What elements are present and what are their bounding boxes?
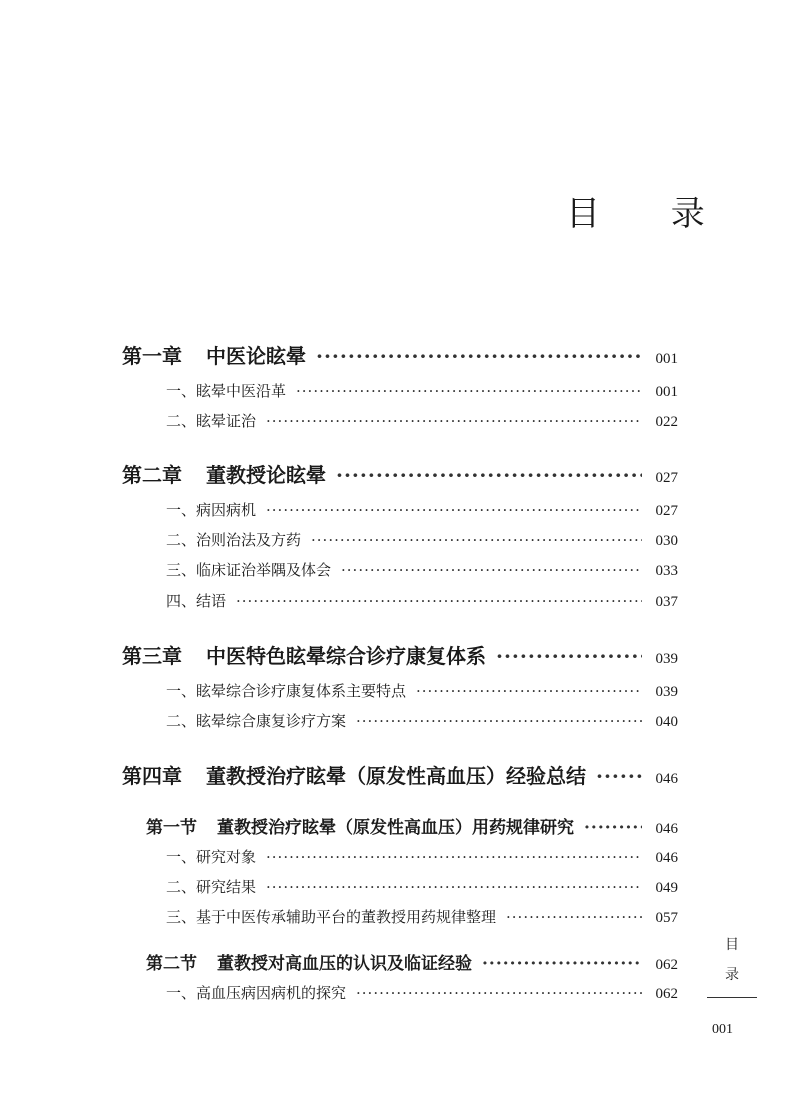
toc-entry-label: 第一节 董教授治疗眩晕（原发性高血压）用药规律研究	[146, 818, 574, 838]
toc-page-number: 027	[655, 470, 678, 486]
toc-chapter-2[interactable]	[122, 459, 678, 488]
toc-item[interactable]	[166, 590, 678, 611]
page-title: 目 录	[566, 194, 735, 234]
leader-dots	[356, 984, 642, 1002]
toc-item[interactable]	[166, 846, 678, 867]
toc-item[interactable]	[166, 410, 678, 431]
toc-item[interactable]	[166, 529, 678, 550]
toc-item[interactable]	[166, 499, 678, 520]
toc-entry-label: 第一章 中医论眩晕	[122, 344, 306, 368]
toc-entry-label: 四、结语	[166, 592, 227, 610]
side-tab-char: 录	[725, 967, 739, 983]
toc-item[interactable]	[166, 680, 678, 701]
leader-dots	[584, 818, 642, 838]
side-tab	[725, 930, 739, 990]
toc-entry-label: 二、眩晕证治	[166, 412, 257, 430]
leader-dots	[416, 682, 642, 700]
toc-page-number: 049	[655, 880, 678, 896]
leader-dots	[482, 954, 642, 974]
toc-page-number: 030	[655, 533, 678, 549]
toc-entry-label: 三、基于中医传承辅助平台的董教授用药规律整理	[166, 908, 497, 926]
leader-dots	[336, 463, 642, 487]
leader-dots	[356, 712, 642, 730]
toc-section-1[interactable]	[146, 813, 678, 838]
toc-page-number: 039	[655, 651, 678, 667]
toc-entry-label: 二、眩晕综合康复诊疗方案	[166, 712, 347, 730]
toc-entry-label: 一、眩晕中医沿革	[166, 382, 287, 400]
toc-page-number: 062	[655, 957, 678, 973]
toc-entry-label: 二、治则治法及方药	[166, 531, 302, 549]
toc-item[interactable]	[166, 906, 678, 927]
toc-item[interactable]	[166, 876, 678, 897]
toc-page-number: 033	[655, 563, 678, 579]
toc-entry-label: 第二章 董教授论眩晕	[122, 463, 326, 487]
leader-dots	[311, 531, 642, 549]
toc-page-number: 046	[655, 771, 678, 787]
toc-item[interactable]	[166, 559, 678, 580]
toc-chapter-1[interactable]	[122, 340, 678, 369]
toc-item[interactable]	[166, 982, 678, 1003]
side-rule	[707, 997, 757, 998]
leader-dots	[506, 908, 642, 926]
toc-page-number: 001	[655, 351, 678, 367]
toc-page-number: 039	[655, 684, 678, 700]
leader-dots	[266, 878, 642, 896]
toc-entry-label: 第三章 中医特色眩晕综合诊疗康复体系	[122, 644, 486, 668]
toc-entry-label: 二、研究结果	[166, 878, 257, 896]
toc-entry-label: 一、病因病机	[166, 501, 257, 519]
toc-section-2[interactable]	[146, 949, 678, 974]
toc-chapter-4[interactable]	[122, 760, 678, 789]
leader-dots	[341, 561, 642, 579]
leader-dots	[316, 344, 642, 368]
toc-page-number: 046	[655, 850, 678, 866]
toc-item[interactable]	[166, 380, 678, 401]
toc-entry-label: 第二节 董教授对高血压的认识及临证经验	[146, 954, 472, 974]
toc-page-number: 046	[655, 821, 678, 837]
toc-chapter-3[interactable]	[122, 640, 678, 669]
leader-dots	[266, 848, 642, 866]
toc-entry-label: 一、高血压病因病机的探究	[166, 984, 347, 1002]
leader-dots	[496, 644, 642, 668]
toc-page-number: 040	[655, 714, 678, 730]
toc-entry-label: 一、研究对象	[166, 848, 257, 866]
leader-dots	[596, 764, 642, 788]
toc-page-number: 057	[655, 910, 678, 926]
toc-entry-label: 一、眩晕综合诊疗康复体系主要特点	[166, 682, 407, 700]
toc-page-number: 022	[655, 414, 678, 430]
toc-page-number: 001	[655, 384, 678, 400]
leader-dots	[266, 501, 642, 519]
toc-entry-label: 三、临床证治举隅及体会	[166, 561, 332, 579]
toc-page-number: 037	[655, 594, 678, 610]
toc-entry-label: 第四章 董教授治疗眩晕（原发性高血压）经验总结	[122, 764, 586, 788]
leader-dots	[236, 592, 642, 610]
toc-page-number: 027	[655, 503, 678, 519]
toc-item[interactable]	[166, 710, 678, 731]
leader-dots	[296, 382, 642, 400]
page-number: 001	[712, 1022, 733, 1037]
toc-page-number: 062	[655, 986, 678, 1002]
leader-dots	[266, 412, 642, 430]
side-tab-char: 目	[725, 937, 739, 953]
